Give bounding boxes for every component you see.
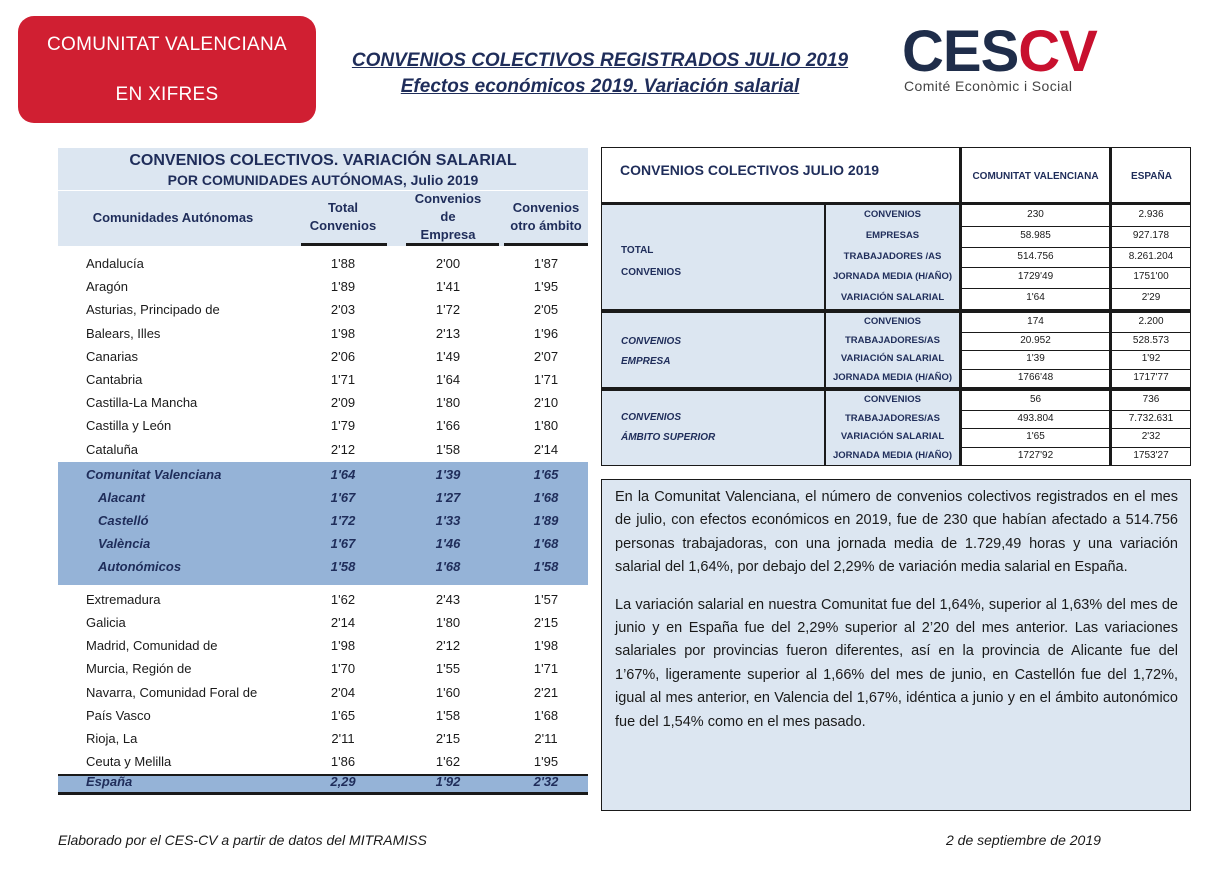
otro-value: 1'95 <box>533 279 559 295</box>
total-value: 1'98 <box>330 638 356 654</box>
empresa-value: 2'12 <box>435 638 461 654</box>
es-value: 2'32 <box>1141 431 1161 442</box>
region-name: Galicia <box>86 615 126 630</box>
commentary-paragraph: La variación salarial en nuestra Comunitat fue del 1,64%, superior al 1,63% del mes de junio y en España fue del 2,29% superior al 2’20 del mes anterior. Las variaciones salariales por provincias fueron diferentes, así en la provincia de Alicante fue del 1’67%, ligeramente superior al 1,66% del mes de junio, en Castellón fue del 1,72%, igual al mes anterior, en Valencia del 1,67%, idéntica a junio y en el ámbito autonómico fue del 1,54% como en el mes pasado. <box>615 596 1178 730</box>
divider <box>1112 247 1190 248</box>
otro-value: 1'68 <box>533 535 559 551</box>
otro-value: 1'68 <box>533 489 559 505</box>
divider <box>962 247 1109 248</box>
block-label-text: CONVENIOS <box>621 267 682 278</box>
block-label-text: CONVENIOS <box>621 336 682 347</box>
metric-label: VARIACIÓN SALARIAL <box>840 292 945 304</box>
regions-table <box>58 148 588 790</box>
region-name: Canarias <box>86 348 139 364</box>
divider <box>1112 332 1190 333</box>
table-row <box>58 611 588 634</box>
es-value: 927.178 <box>1132 229 1170 241</box>
col-header-region: Comunidades Autónomas <box>92 210 254 225</box>
otro-value: 2'32 <box>533 774 559 790</box>
cv-values <box>959 205 1109 309</box>
table-row <box>58 322 588 345</box>
otro-value: 1'58 <box>533 558 559 574</box>
regions-table-header <box>58 190 588 246</box>
empresa-value: 1'80 <box>435 615 461 630</box>
total-value: 2'09 <box>330 395 356 411</box>
es-value: 1717'77 <box>1133 371 1169 383</box>
table-row <box>58 509 588 532</box>
divider <box>1112 410 1190 411</box>
total-value: 1'98 <box>330 325 356 341</box>
cv-value: 20.952 <box>1020 334 1051 346</box>
col-header-empresa-l1: Convenios <box>414 191 482 206</box>
table-row <box>58 657 588 680</box>
total-value: 1'79 <box>330 418 356 434</box>
divider <box>1112 447 1190 448</box>
cv-values <box>959 391 1109 465</box>
empresa-value: 1'55 <box>435 661 461 677</box>
otro-value: 1'89 <box>533 512 559 528</box>
commentary-box <box>601 479 1191 811</box>
region-name: Comunitat Valenciana <box>86 466 222 482</box>
empresa-value: 2'43 <box>435 591 461 607</box>
metric-label: VARIACIÓN SALARIAL <box>840 431 945 442</box>
otro-value: 2'10 <box>533 395 559 411</box>
summary-block <box>602 391 1190 465</box>
region-name: Extremadura <box>86 591 161 607</box>
otro-value: 2'15 <box>533 615 559 630</box>
empresa-value: 1'58 <box>435 441 461 457</box>
region-name: Cataluña <box>86 441 139 457</box>
empresa-value: 1'92 <box>435 774 461 790</box>
region-name: País Vasco <box>86 707 151 723</box>
metric-label: JORNADA MEDIA (H/AÑO) <box>832 271 953 283</box>
table-row <box>58 463 588 486</box>
empresa-value: 1'27 <box>435 489 461 505</box>
divider <box>1112 288 1190 289</box>
region-name: Ceuta y Melilla <box>86 754 172 770</box>
cv-value: 174 <box>1027 316 1044 327</box>
table-row <box>58 438 588 461</box>
otro-value: 2'21 <box>533 684 559 700</box>
cv-value: 1766'48 <box>1017 371 1054 383</box>
table-row <box>58 252 588 275</box>
empresa-value: 1'66 <box>435 418 461 434</box>
total-value: 2'11 <box>331 731 355 746</box>
es-values <box>1109 205 1190 309</box>
total-value: 2,29 <box>330 774 356 790</box>
otro-value: 1'87 <box>533 256 559 271</box>
metric-label: TRABAJADORES /AS <box>843 250 942 262</box>
otro-value: 1'96 <box>533 325 559 341</box>
metric-label: TRABAJADORES/AS <box>844 412 940 424</box>
divider <box>58 792 588 795</box>
block-label-text: CONVENIOS <box>621 412 682 423</box>
badge-line-2: EN XIFRES <box>115 83 219 105</box>
total-value: 1'72 <box>330 512 356 528</box>
header-underline <box>504 243 588 246</box>
total-value: 1'88 <box>330 256 356 271</box>
table-row <box>58 345 588 368</box>
logo-part-1: CES <box>902 19 1019 84</box>
divider <box>1112 226 1190 227</box>
regions-table-title <box>58 148 588 190</box>
region-name: Madrid, Comunidad de <box>86 638 218 654</box>
metric-label: JORNADA MEDIA (H/AÑO) <box>832 371 953 383</box>
region-badge <box>18 16 316 123</box>
metric-labels <box>824 313 959 387</box>
otro-value: 2'05 <box>533 302 559 318</box>
otro-value: 1'71 <box>533 661 559 677</box>
cv-value: 1'65 <box>1026 431 1045 442</box>
otro-value: 1'57 <box>533 591 559 607</box>
table-row <box>58 532 588 555</box>
total-value: 1'70 <box>330 661 356 677</box>
divider <box>1112 350 1190 351</box>
summary-col-es: ESPAÑA <box>1109 148 1191 205</box>
otro-value: 1'95 <box>533 754 559 770</box>
empresa-value: 1'46 <box>435 535 461 551</box>
empresa-value: 1'49 <box>435 348 461 364</box>
cv-value: 56 <box>1029 394 1042 405</box>
region-name: Cantabria <box>86 372 143 387</box>
summary-col-cv: COMUNITAT VALENCIANA <box>959 148 1109 205</box>
table-row <box>58 555 588 578</box>
cv-values <box>959 313 1109 387</box>
es-value: 7.732.631 <box>1128 412 1174 424</box>
empresa-value: 1'39 <box>435 466 461 482</box>
metric-label: CONVENIOS <box>863 209 921 220</box>
regions-table-title-1: CONVENIOS COLECTIVOS. VARIACIÓN SALARIAL <box>129 152 517 169</box>
otro-value: 1'71 <box>533 372 559 387</box>
table-row <box>58 298 588 321</box>
total-value: 1'71 <box>330 372 356 387</box>
summary-block <box>602 205 1190 309</box>
es-value: 1751'00 <box>1133 271 1169 283</box>
block-label-text: ÁMBITO SUPERIOR <box>621 432 716 443</box>
empresa-value: 2'15 <box>435 731 461 746</box>
divider <box>1112 369 1190 370</box>
summary-table-title: CONVENIOS COLECTIVOS JULIO 2019 <box>620 162 880 178</box>
cv-value: 1729'49 <box>1017 271 1054 283</box>
header-underline <box>301 243 387 246</box>
total-value: 2'06 <box>330 348 356 364</box>
divider <box>962 226 1109 227</box>
block-label <box>602 313 824 387</box>
total-value: 2'12 <box>330 441 356 457</box>
otro-value: 2'11 <box>534 731 558 746</box>
col-header-otro-l2: otro ámbito <box>510 218 582 233</box>
table-row <box>58 750 588 773</box>
cv-value: 514.756 <box>1017 250 1054 262</box>
total-value: 1'62 <box>330 591 356 607</box>
metric-label: VARIACIÓN SALARIAL <box>840 353 945 364</box>
metric-labels <box>824 391 959 465</box>
total-value: 1'67 <box>330 535 356 551</box>
logo-part-2: CV <box>1018 19 1097 84</box>
cv-value: 58.985 <box>1020 229 1051 241</box>
es-value: 8.261.204 <box>1128 250 1174 262</box>
col-header-empresa-l3: Empresa <box>420 227 476 242</box>
page-title <box>340 48 860 100</box>
region-name: Autonómicos <box>98 558 182 574</box>
table-row <box>58 704 588 727</box>
table-row <box>58 368 588 391</box>
table-row <box>58 486 588 509</box>
empresa-value: 1'60 <box>435 684 461 700</box>
es-value: 2.200 <box>1138 316 1164 327</box>
table-row <box>58 275 588 298</box>
col-header-total-l1: Total <box>327 200 359 215</box>
summary-table <box>601 147 1191 466</box>
total-value: 1'58 <box>330 558 356 574</box>
cv-value: 1'64 <box>1026 292 1045 304</box>
col-header-empresa-l2: de <box>440 209 456 224</box>
region-name: Murcia, Región de <box>86 661 192 677</box>
block-label <box>602 205 824 309</box>
empresa-value: 1'62 <box>435 754 461 770</box>
otro-value: 2'07 <box>533 348 559 364</box>
metric-label: TRABAJADORES/AS <box>844 334 940 346</box>
col-header-empresa <box>398 190 498 244</box>
empresa-value: 1'58 <box>435 707 461 723</box>
block-label-text: TOTAL <box>621 245 654 256</box>
table-row <box>58 414 588 437</box>
divider <box>962 288 1109 289</box>
empresa-value: 1'80 <box>435 395 461 411</box>
table-row <box>58 391 588 414</box>
table-row <box>58 588 588 611</box>
total-value: 1'86 <box>330 754 356 770</box>
es-value: 1'92 <box>1141 353 1161 364</box>
region-name: Alacant <box>98 489 145 505</box>
source-note: Elaborado por el CES-CV a partir de datos del MITRAMISS <box>58 832 427 848</box>
title-line-2: Efectos económicos 2019. Variación salarial <box>400 76 800 97</box>
summary-block <box>602 313 1190 387</box>
empresa-value: 1'72 <box>435 302 461 318</box>
region-name: Balears, Illes <box>86 325 161 341</box>
block-label-text: EMPRESA <box>621 356 671 367</box>
cv-value: 493.804 <box>1017 412 1054 424</box>
total-value: 1'67 <box>330 489 356 505</box>
empresa-value: 1'64 <box>435 372 461 387</box>
table-row <box>58 681 588 704</box>
region-name: Aragón <box>86 279 128 295</box>
region-name: Andalucía <box>86 256 144 271</box>
es-value: 528.573 <box>1132 334 1170 346</box>
total-value: 1'64 <box>330 466 356 482</box>
region-name: Navarra, Comunidad Foral de <box>86 684 258 700</box>
total-value: 2'03 <box>330 302 356 318</box>
title-line-1: CONVENIOS COLECTIVOS REGISTRADOS JULIO 2019 <box>351 50 849 71</box>
divider <box>1112 267 1190 268</box>
empresa-value: 2'13 <box>435 325 461 341</box>
region-name: España <box>86 774 133 790</box>
region-name: Castilla y León <box>86 418 172 434</box>
otro-value: 1'80 <box>533 418 559 434</box>
col-header-total <box>298 199 388 235</box>
divider <box>962 369 1109 370</box>
otro-value: 1'98 <box>533 638 559 654</box>
metric-label: CONVENIOS <box>863 316 921 327</box>
metric-label: CONVENIOS <box>863 394 921 405</box>
cescv-logo <box>902 19 1137 96</box>
otro-value: 2'14 <box>533 441 559 457</box>
total-value: 1'89 <box>330 279 356 295</box>
es-value: 2'29 <box>1141 292 1161 304</box>
cv-value: 1'39 <box>1026 353 1045 364</box>
regions-table-title-2: POR COMUNIDADES AUTÓNOMAS, Julio 2019 <box>167 172 479 188</box>
col-header-otro-l1: Convenios <box>512 200 580 215</box>
cv-value: 1727'92 <box>1017 449 1054 461</box>
total-value: 2'14 <box>330 615 356 630</box>
col-header-total-l2: Convenios <box>309 218 377 233</box>
metric-label: JORNADA MEDIA (H/AÑO) <box>832 449 953 461</box>
divider <box>962 447 1109 448</box>
metric-labels <box>824 205 959 309</box>
divider <box>962 267 1109 268</box>
otro-value: 1'65 <box>533 466 559 482</box>
divider <box>962 332 1109 333</box>
es-value: 1753'27 <box>1133 449 1169 461</box>
logo-subtitle: Comité Econòmic i Social <box>904 78 1073 94</box>
total-value: 1'65 <box>330 707 356 723</box>
table-row <box>58 727 588 750</box>
empresa-value: 1'33 <box>435 512 461 528</box>
region-name: Castelló <box>98 512 149 528</box>
empresa-value: 1'68 <box>435 558 461 574</box>
block-label <box>602 391 824 465</box>
total-value: 2'04 <box>330 684 356 700</box>
es-value: 2.936 <box>1138 209 1164 220</box>
region-name: Castilla-La Mancha <box>86 395 198 411</box>
es-values <box>1109 313 1190 387</box>
cv-value: 230 <box>1027 209 1044 220</box>
otro-value: 1'68 <box>533 707 559 723</box>
badge-line-1: COMUNITAT VALENCIANA <box>46 33 287 55</box>
header-underline <box>406 243 499 246</box>
divider <box>962 350 1109 351</box>
col-header-otro <box>504 199 588 235</box>
region-name: València <box>98 535 151 551</box>
region-name: Asturias, Principado de <box>86 302 220 318</box>
divider <box>1112 428 1190 429</box>
es-value: 736 <box>1142 394 1160 405</box>
metric-label: EMPRESAS <box>865 229 920 241</box>
divider <box>962 410 1109 411</box>
divider <box>962 428 1109 429</box>
empresa-value: 2'00 <box>435 256 461 271</box>
report-date: 2 de septiembre de 2019 <box>946 832 1101 848</box>
commentary-paragraph: En la Comunitat Valenciana, el número de convenios colectivos registrados en el mes de julio, con efectos económicos en 2019, fue de 230 que habían afectado a 514.756 personas trabajadoras, con una jornada media de 1.729,49 horas y una variación salarial del 1,64%, por debajo del 2,29% de variación media salarial en España. <box>615 489 1178 576</box>
region-name: Rioja, La <box>86 731 138 746</box>
empresa-value: 1'41 <box>435 279 461 295</box>
es-values <box>1109 391 1190 465</box>
table-row <box>58 634 588 657</box>
